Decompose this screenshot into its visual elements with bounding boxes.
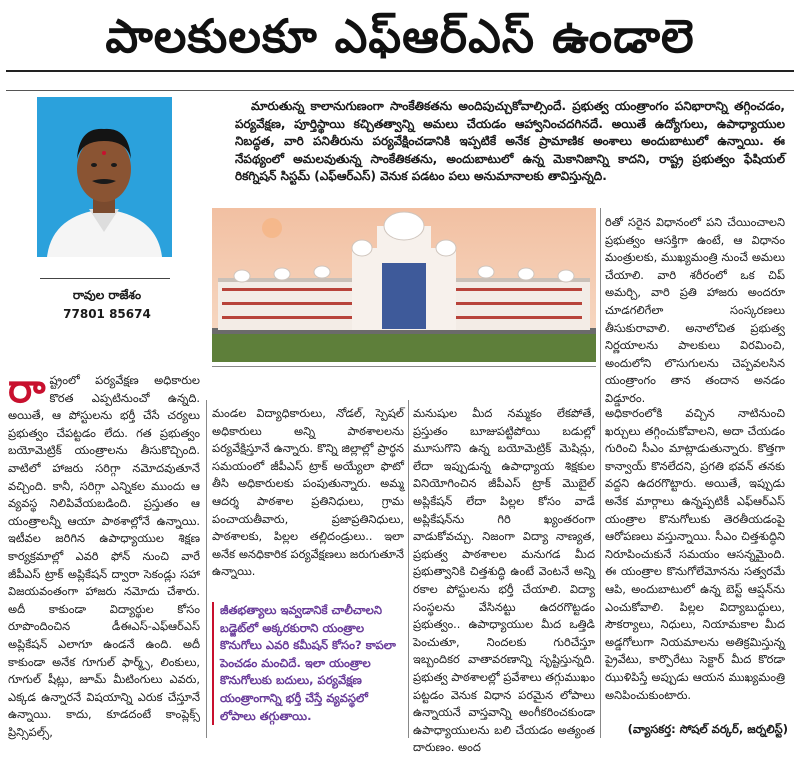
sub-rule	[6, 90, 794, 91]
column-1-text: ష్ట్రంలో పర్యవేక్షణ అధికారుల కొరత ఎప్పటినుంచో ఉన్నది. అయితే, ఆ పోస్టులను భర్తీ చేసే చర్యలు ప్రభుత్వం చేపట్టడం లేదు. గత ప్రభుత్వం బయోమెట్రిక్ యంత్రాలను తీసుకొచ్చింది. వాటిలో హాజరు సరిగ్గా నమోదవుతూనే వచ్చింది. కానీ, సరిగ్గా ఎన్నికల ముందు ఆ వ్యవస్థ నిలిపివేయబడింది. ప్రస్తుతం ఆ యంత్రాలన్నీ ఆయా పాఠశాల్లోనే ఉన్నాయి. ఇటీవల జరిగిన ఉపాధ్యాయుల శిక్షణ కార్యక్రమాల్లో ఎవరి ఫోన్ నుంచి వారే జీపీఎస్ ట్రాక్ అప్లికేషన్ ద్వారా సెకండ్లు సహా విజయవంతంగా హాజరు నమోదు చేశారు. అదీ కాకుండా విద్యార్థుల కోసం రూపొందించిన డీఈఎస్-ఎఫ్‌ఆర్‌ఎస్ అప్లికేషన్ ఎలాగూ ఉండనే ఉంది. అదీ కాకుండా అనేక గూగుల్ ఫార్మ్స్, లింకులు, గూగుల్ షీట్లు, జూమ్ మీటింగులు ఎవరు, ఎక్కడ ఉన్నారనే విషయాన్ని ఎరుక చేస్తూనే ఉన్నాయి. కాదు, కూడదంటే కాంప్లెక్స్ ప్రిన్సిపల్స్,	[8, 373, 200, 739]
photo-rule	[212, 366, 596, 367]
byline-rule	[40, 278, 170, 279]
column-divider	[408, 400, 409, 738]
column-divider	[600, 208, 601, 738]
pull-quote: జీతభత్యాలు ఇవ్వడానికే చాలీచాలని బడ్జెట్‌లో అక్కరకురాని యంత్రాల కొనుగోలు ఎవరి కమీషన్ కోసం? కాపలా పెంచడం మంచిదే. ఇలా యంత్రాల కొనుగోలుకు బదులు, పర్యవేక్షణ యంత్రాంగాన్ని భర్తీ చేస్తే వ్యవస్థలో లోపాలు తగ్గుతాయి.	[212, 602, 404, 725]
intro-paragraph: మారుతున్న కాలానుగుణంగా సాంకేతికతను అందిపుచ్చుకోవాల్సిందే. ప్రభుత్వ యంత్రాంగం పనిభారాన్ని తగ్గించడం, పర్యవేక్షణ, పూర్తిస్థాయి కచ్చితత్వాన్ని అమలు చేయడం ఆహ్వానించదగినదే. అయితే ఉద్యోగులు, ఉపాధ్యాయుల నిబద్ధత, వారి పనితీరును పర్యవేక్షించడానికి ఇప్పటికే అనేక ప్రామాణిక అంశాలు అందుబాటులో ఉన్నాయి. ఈ నేపథ్యంలో అమలవుతున్న సాంకేతికతను, అందుబాటులో ఉన్న మెకానిజాన్ని కాదని, రాష్ట్ర ప్రభుత్వం ఫేషియల్ రికగ్నిషన్ సిస్టమ్ (ఎఫ్‌ఆర్‌ఎస్) వెనుక పడటం పలు అనుమానాలకు తావిస్తున్నది.	[235, 99, 785, 183]
top-rule	[6, 70, 794, 72]
body-column-4-bottom: అధికారంలోకి వచ్చిన నాటినుంచి ఖర్చులు తగ్గించుకోవాలని, అదా చేయడం గురించి సీఎం మాట్లాడుతున్నారు. కొత్తగా కాన్వాయ్ కొనలేదని, ప్రగతి భవన్ తనకు వద్దని ఉదరగొట్టారు. అయితే, ఇప్పుడు అనేక మార్గాలు ఉన్నప్పటికీ ఎఫ్‌ఆర్‌ఎస్ యంత్రాల కొనుగోలుకు తెరతీయడంపై ఆరోపణలు వస్తున్నాయి. సీఎం చిత్తశుద్ధిని నిరూపించుకునే సమయం ఆసన్నమైంది. ఈ యంత్రాల కొనుగోలేమోనను సత్వరమే ఆపి, అందుబాటులో ఉన్న బెస్ట్ ఆప్షన్‌ను ఎంచుకోవాలి. పిల్లల విద్యాబుద్ధులు, సౌకర్యాలు, నిధులు, నియామకాల మీద అడ్డగోలుగా నియమాలను అతిక్రమిస్తున్న ప్రైవేటు, కార్పొరేటు సెక్టార్ మీద కొరడా ఝుళిపిస్తే అప్పుడు ఆయన ముఖ్యమంత్రి అనిపించుకుంటారు.	[605, 406, 785, 702]
author-phone: 77801 85674	[63, 307, 151, 321]
body-column-1	[8, 366, 200, 741]
body-column-2: మండల విద్యాధికారులు, నోడల్, స్పెషల్ అధికారులు అన్ని పాఠశాలలను పర్యవేక్షిస్తూనే ఉన్నారు. కొన్ని జిల్లాల్లో ప్రార్థన సమయంలో జీపీఎస్ ట్రాక్ అయ్యేలా ఫొటో తీసి అధికారులకు పంపుతున్నారు. అమ్మ ఆదర్శ పాఠశాల ప్రతినిధులు, గ్రామ పంచాయతీవారు, ప్రజాప్రతినిధులు, పాఠశాలకు, పిల్లల తల్లిదండ్రులు.. ఇలా అనేక అనధికారిక పర్యవేక్షణలు జరుగుతూనే ఉన్నాయి.	[212, 406, 404, 579]
author-credit: (వ్యాసకర్త: సోషల్ వర్కర్, జర్నలిస్ట్)	[627, 722, 788, 736]
column-divider	[206, 400, 207, 738]
body-column-3: మనుషుల మీద నమ్మకం లేకపోతే, ప్రస్తుతం బూజుపట్టిపోయి బడుల్లో మూసుగొని ఉన్న బయోమెట్రిక్ మెషిన్లు, లేదా ఇప్పుడున్న ఉపాధ్యాయ శిక్షకుల వినియోగించిన జీపీఎస్ ట్రాక్ మొబైల్ అప్లికేషన్ లేదా పిల్లల కోసం వాడే అప్లికేషన్‌ను గిరి ఖ్యంతరంగా వాడుకోవచ్చు. నిజంగా విద్యా నాణ్యత, ప్రభుత్వ పాఠశాలల మనుగడ మీద ప్రభుత్వానికి చిత్తశుద్ధి ఉంటే వెంటనే అన్ని రకాల పోస్టులను భర్తీ చేయాలి. విద్యా సంస్థలను వేసినట్టు ఉదరగొట్టడం ప్రభుత్వం.. ఉపాధ్యాయుల మీద ఒత్తిడి పెంచుతూ, నిందలకు గురిచేస్తూ ఇబ్బందికర వాతావరణాన్ని సృష్టిస్తున్నది. ప్రభుత్వ పాఠశాలల్లో ప్రవేశాలు తగ్గుముఖం పట్టడం వెనుక విధాన పరమైన లోపాలు ఉన్నాయనే వాస్తవాన్ని అంగీకరించకుండా ఉపాధ్యాయులను బలి చేయడం అత్యంత దారుణం. అంద	[413, 406, 595, 755]
dropcap: రా	[8, 366, 46, 412]
author-portrait	[37, 97, 172, 257]
author-name: రావుల రాజేశం	[72, 288, 142, 302]
body-column-4-top: రితో సరైన విధానంలో పని చేయించాలని ప్రభుత్వం ఆసక్తిగా ఉంటే, ఆ విధానం మంత్రులకు, ముఖ్యమంత్రి నుంచే అమలు చేయాలి. వారి శరీరంలో ఒక చిప్ అమర్చి, వారి ప్రతి హాజరు అందరూ చూడగలిగేలా సంస్కరణలు తీసుకురావాలి. అనాలోచిత ప్రభుత్వ నిర్ణయాలను పాలకులు విరమించి, అందులోని లొసుగులను చెప్పవలసిన యంత్రాంగం తాన తందాన అనడం విడ్డూరం.	[605, 215, 785, 405]
building-photo	[212, 208, 596, 362]
headline: పాలకులకూ ఎఫ్‌ఆర్‌ఎస్ ఉండాలె	[105, 9, 695, 63]
